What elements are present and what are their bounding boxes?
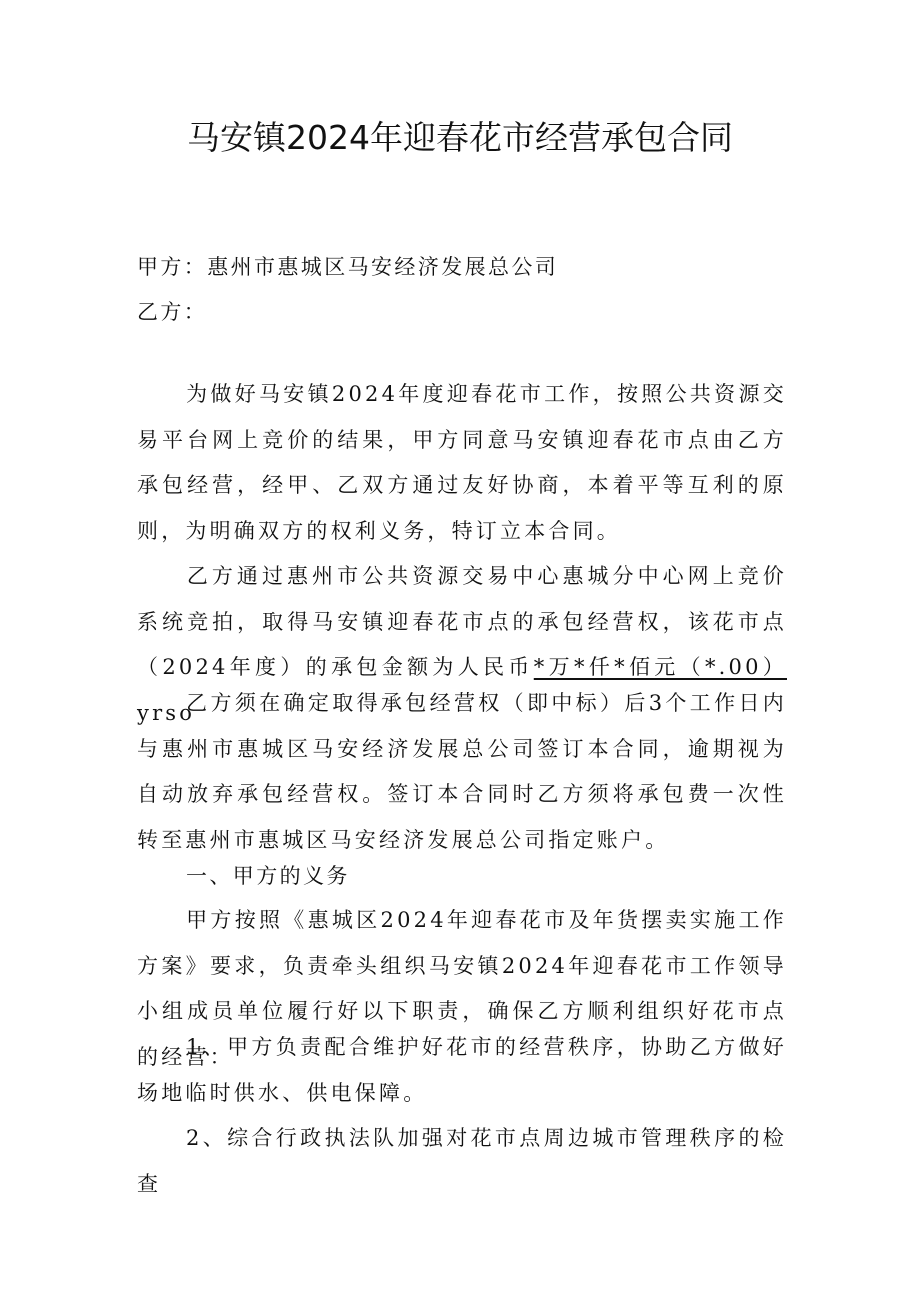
list-item-2-text: 2、综合行政执法队加强对花市点周边城市管理秩序的检查 — [137, 1126, 787, 1196]
paragraph-intro-text: 为做好马安镇2024年度迎春花市工作，按照公共资源交易平台网上竞价的结果，甲方同意马安镇迎春花市点由乙方承包经营，经甲、乙双方通过友好协商，本着平等互利的原则，为明确双方的权利义务，特订立本合同。 — [137, 382, 787, 543]
section-heading-party-a-obligations: 一、甲方的义务 — [186, 864, 350, 888]
paragraph-intro — [137, 372, 787, 554]
paragraph-party-a-duties-text: 甲方按照《惠城区2024年迎春花市及年货摆卖实施工作方案》要求，负责牵头组织马安镇2024年迎春花市工作领导小组成员单位履行好以下职责，确保乙方顺利组织好花市点的经营： — [137, 908, 787, 1069]
paragraph-signing — [137, 681, 787, 863]
paragraph-signing-text: 乙方须在确定取得承包经营权（即中标）后3个工作日内与惠州市惠城区马安经济发展总公司签订本合同，逾期视为自动放弃承包经营权。签订本合同时乙方须将承包费一次性转至惠州市惠城区马安经济发展总公司指定账户。 — [137, 691, 787, 852]
list-item-1-text: 1、甲方负责配合维护好花市的经营秩序，协助乙方做好场地临时供水、供电保障。 — [137, 1035, 787, 1105]
paragraph-bidding-text: 乙方通过惠州市公共资源交易中心惠城分中心网上竞价系统竞拍，取得马安镇迎春花市点的承包经营权，该花市点（2024年度）的承包金额为人民币 — [137, 564, 787, 679]
contract-amount: *万*仟*佰元（*.00） — [533, 655, 787, 679]
paragraph-bidding-tail: yrso — [137, 700, 196, 725]
document-title: 马安镇2024年迎春花市经营承包合同 — [187, 118, 733, 157]
list-item-1 — [137, 1025, 787, 1116]
list-item-2 — [137, 1116, 787, 1207]
party-b-line: 乙方： — [137, 300, 208, 324]
party-a-line: 甲方：惠州市惠城区马安经济发展总公司 — [137, 255, 559, 279]
